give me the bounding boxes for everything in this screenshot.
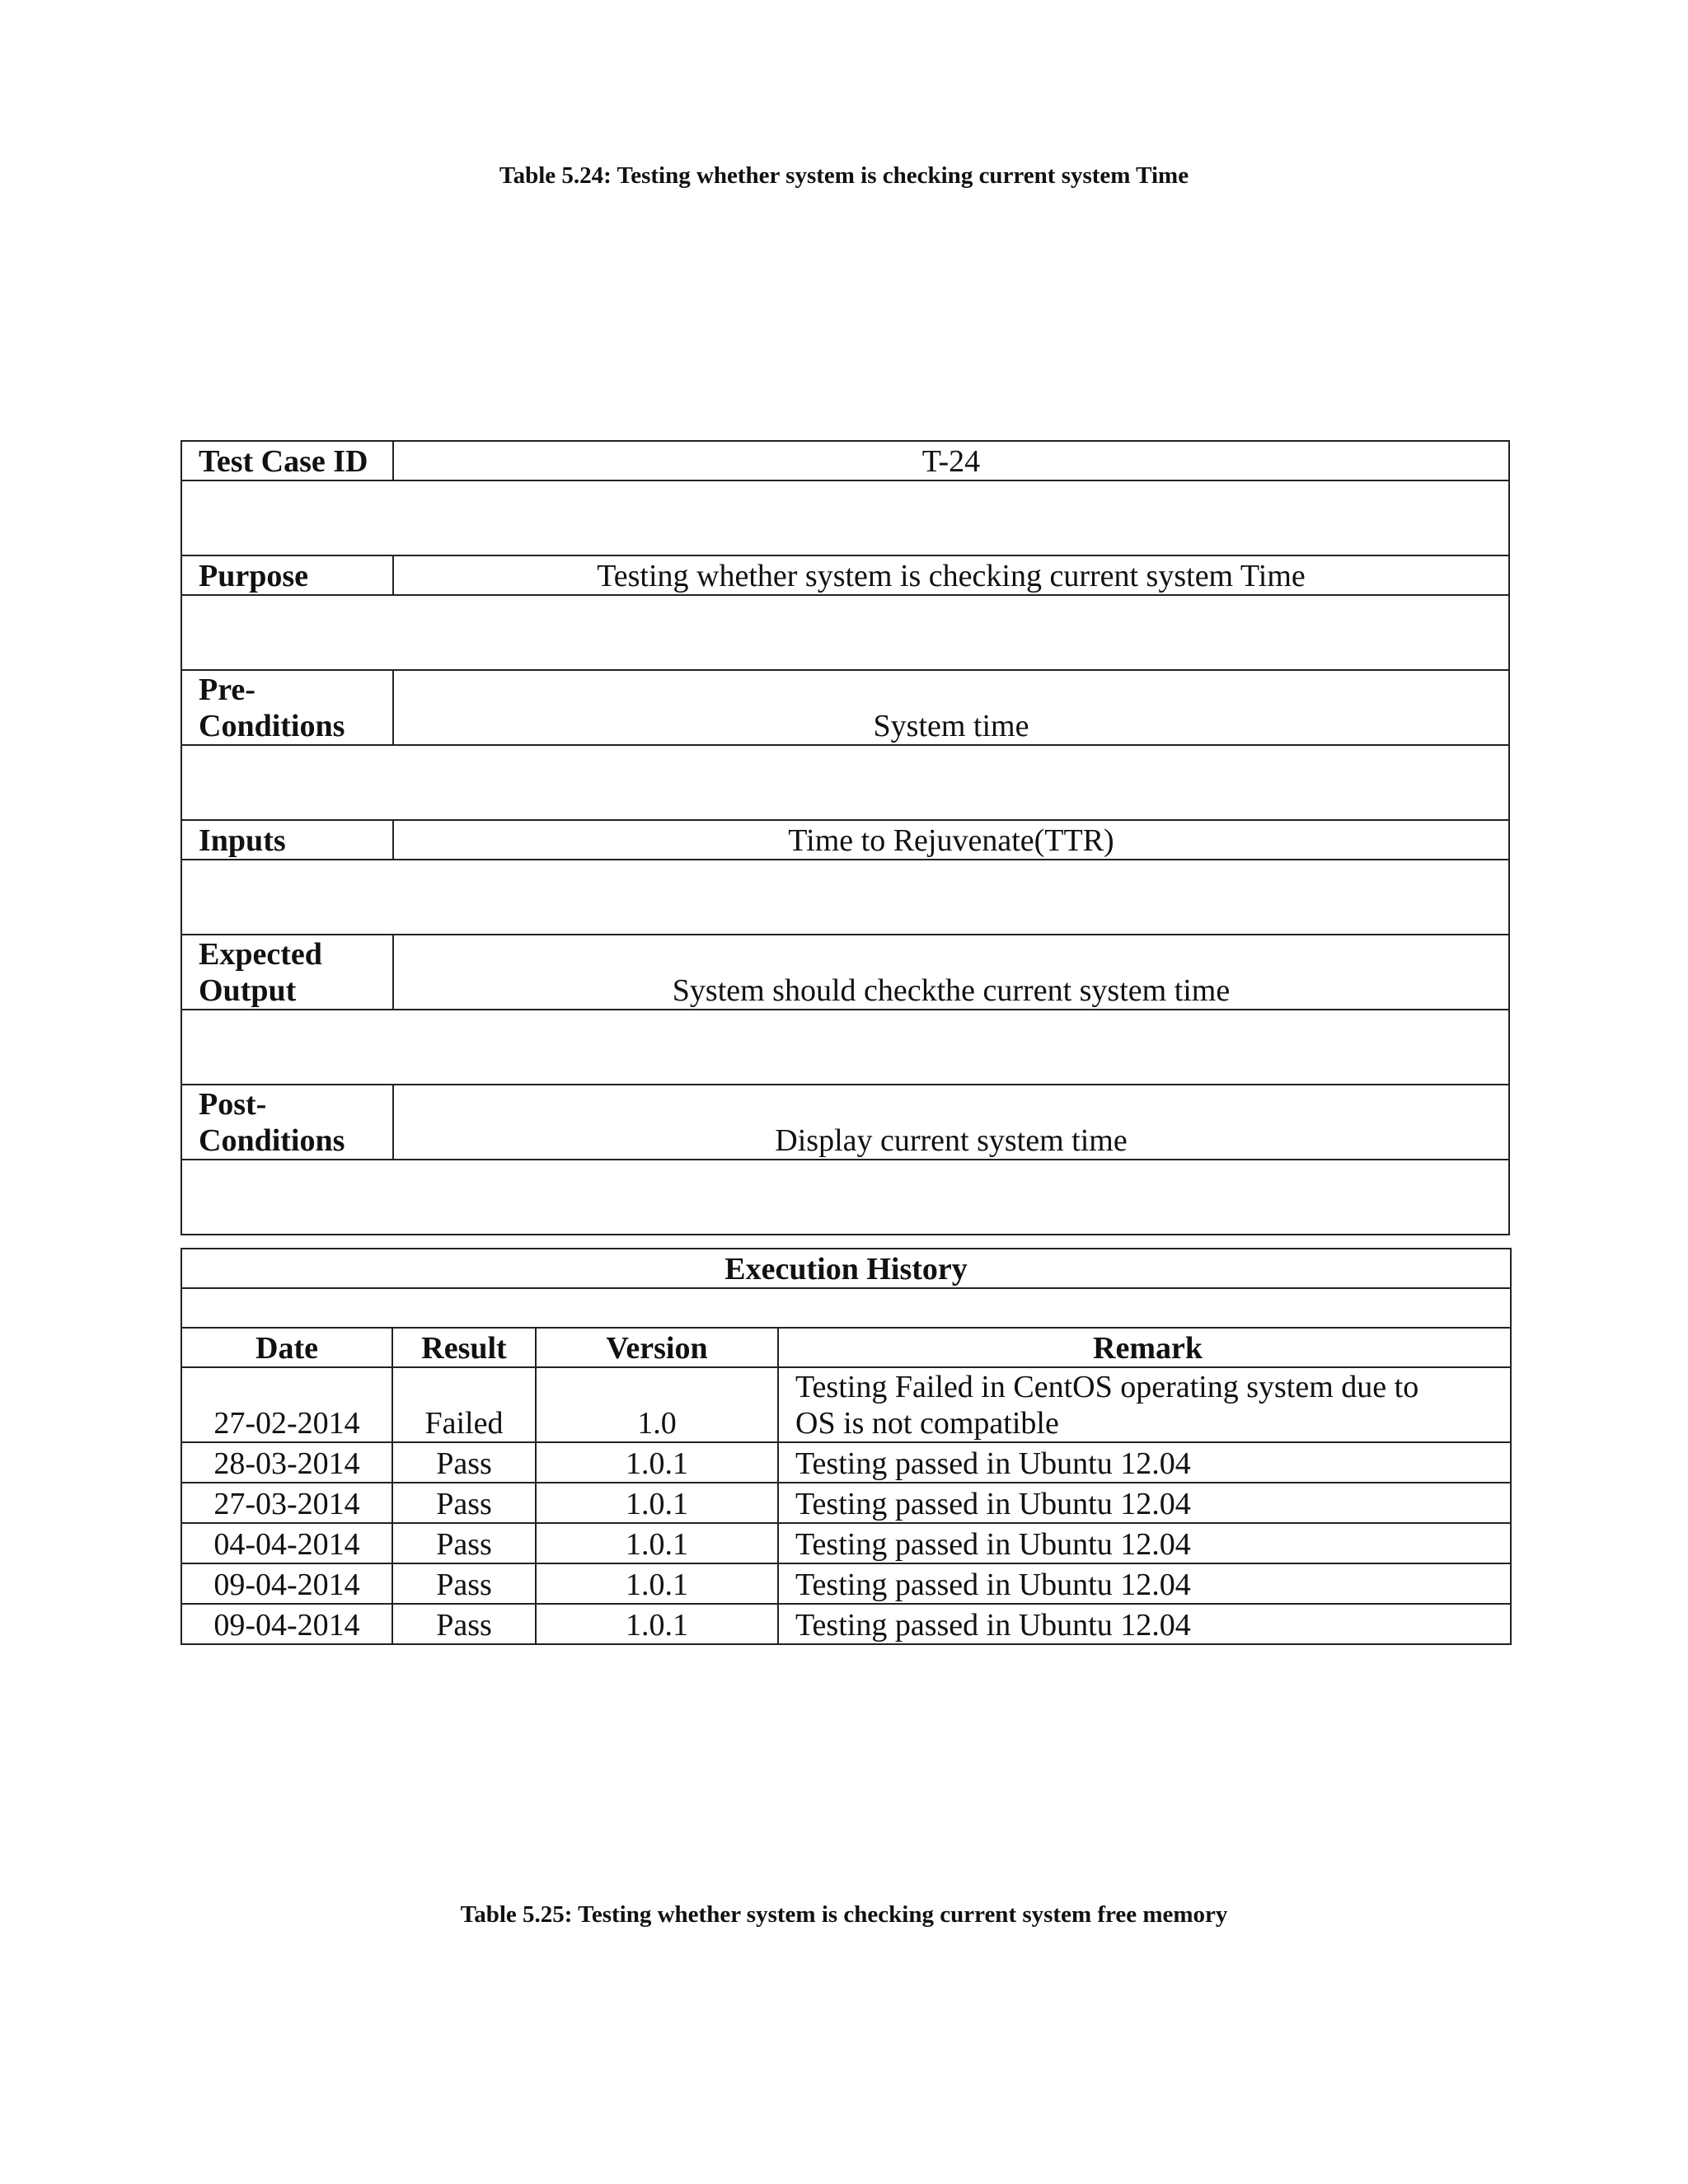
- spacer-cell: [181, 595, 1509, 670]
- row-remark-line2: OS is not compatible: [795, 1406, 1059, 1441]
- pre-conditions-row: [181, 670, 1509, 745]
- inputs-label: Inputs: [181, 820, 393, 860]
- row-remark: Testing passed in Ubuntu 12.04: [778, 1563, 1511, 1604]
- header-result: Result: [392, 1328, 536, 1367]
- row-version: 1.0.1: [536, 1604, 778, 1644]
- row-version: 1.0.1: [536, 1563, 778, 1604]
- spacer-cell: [181, 745, 1509, 820]
- spacer-cell: [181, 480, 1509, 555]
- table-row: [181, 1442, 1511, 1483]
- purpose-label: Purpose: [181, 555, 393, 595]
- expected-output-label-line1: Expected: [199, 937, 322, 972]
- table-caption-top: Table 5.24: Testing whether system is checking current system Time: [499, 162, 1189, 189]
- row-result: Pass: [392, 1523, 536, 1563]
- table-caption-bottom: Table 5.25: Testing whether system is checking current system free memory: [460, 1901, 1228, 1928]
- row-date: 28-03-2014: [181, 1442, 392, 1483]
- post-conditions-label-line2: Conditions: [199, 1123, 345, 1158]
- table-row: [181, 1367, 1511, 1442]
- row-result: Pass: [392, 1563, 536, 1604]
- expected-output-label-line2: Output: [199, 973, 297, 1008]
- pre-conditions-label-line1: Pre-: [199, 673, 256, 707]
- pre-conditions-value: System time: [393, 670, 1509, 745]
- post-conditions-row: [181, 1085, 1509, 1160]
- expected-output-label: [181, 935, 393, 1010]
- spacer-cell: [181, 860, 1509, 935]
- row-remark: Testing passed in Ubuntu 12.04: [778, 1523, 1511, 1563]
- row-date: 27-02-2014: [181, 1367, 392, 1442]
- row-version: 1.0: [536, 1367, 778, 1442]
- row-remark: Testing passed in Ubuntu 12.04: [778, 1442, 1511, 1483]
- row-version: 1.0.1: [536, 1483, 778, 1523]
- post-conditions-label: [181, 1085, 393, 1160]
- post-conditions-label-line1: Post-: [199, 1087, 267, 1122]
- purpose-value: Testing whether system is checking current system Time: [393, 555, 1509, 595]
- row-remark-line1: Testing Failed in CentOS operating system due to: [795, 1370, 1419, 1404]
- table-row: [181, 1604, 1511, 1644]
- execution-history-title: Execution History: [181, 1249, 1511, 1288]
- row-remark: Testing passed in Ubuntu 12.04: [778, 1604, 1511, 1644]
- table-row: [181, 1563, 1511, 1604]
- table-row: [181, 1483, 1511, 1523]
- spacer-cell: [181, 1010, 1509, 1085]
- row-version: 1.0.1: [536, 1523, 778, 1563]
- row-date: 09-04-2014: [181, 1563, 392, 1604]
- post-conditions-value: Display current system time: [393, 1085, 1509, 1160]
- history-header-row: [181, 1328, 1511, 1367]
- row-result: Failed: [392, 1367, 536, 1442]
- row-date: 04-04-2014: [181, 1523, 392, 1563]
- row-remark: [778, 1367, 1511, 1442]
- inputs-row: [181, 820, 1509, 860]
- spacer-cell: [181, 1288, 1511, 1328]
- row-date: 09-04-2014: [181, 1604, 392, 1644]
- expected-output-value: System should checkthe current system time: [393, 935, 1509, 1010]
- test-case-id-row: [181, 441, 1509, 480]
- row-result: Pass: [392, 1442, 536, 1483]
- purpose-row: [181, 555, 1509, 595]
- header-version: Version: [536, 1328, 778, 1367]
- header-date: Date: [181, 1328, 392, 1367]
- pre-conditions-label: [181, 670, 393, 745]
- row-result: Pass: [392, 1483, 536, 1523]
- pre-conditions-label-line2: Conditions: [199, 709, 345, 743]
- row-result: Pass: [392, 1604, 536, 1644]
- inputs-value: Time to Rejuvenate(TTR): [393, 820, 1509, 860]
- execution-history-table: [181, 1248, 1512, 1645]
- test-case-id-label: Test Case ID: [181, 441, 393, 480]
- test-case-table: [181, 440, 1510, 1235]
- row-date: 27-03-2014: [181, 1483, 392, 1523]
- spacer-cell: [181, 1160, 1509, 1235]
- expected-output-row: [181, 935, 1509, 1010]
- row-remark: Testing passed in Ubuntu 12.04: [778, 1483, 1511, 1523]
- test-case-id-value: T-24: [393, 441, 1509, 480]
- table-row: [181, 1523, 1511, 1563]
- header-remark: Remark: [778, 1328, 1511, 1367]
- row-version: 1.0.1: [536, 1442, 778, 1483]
